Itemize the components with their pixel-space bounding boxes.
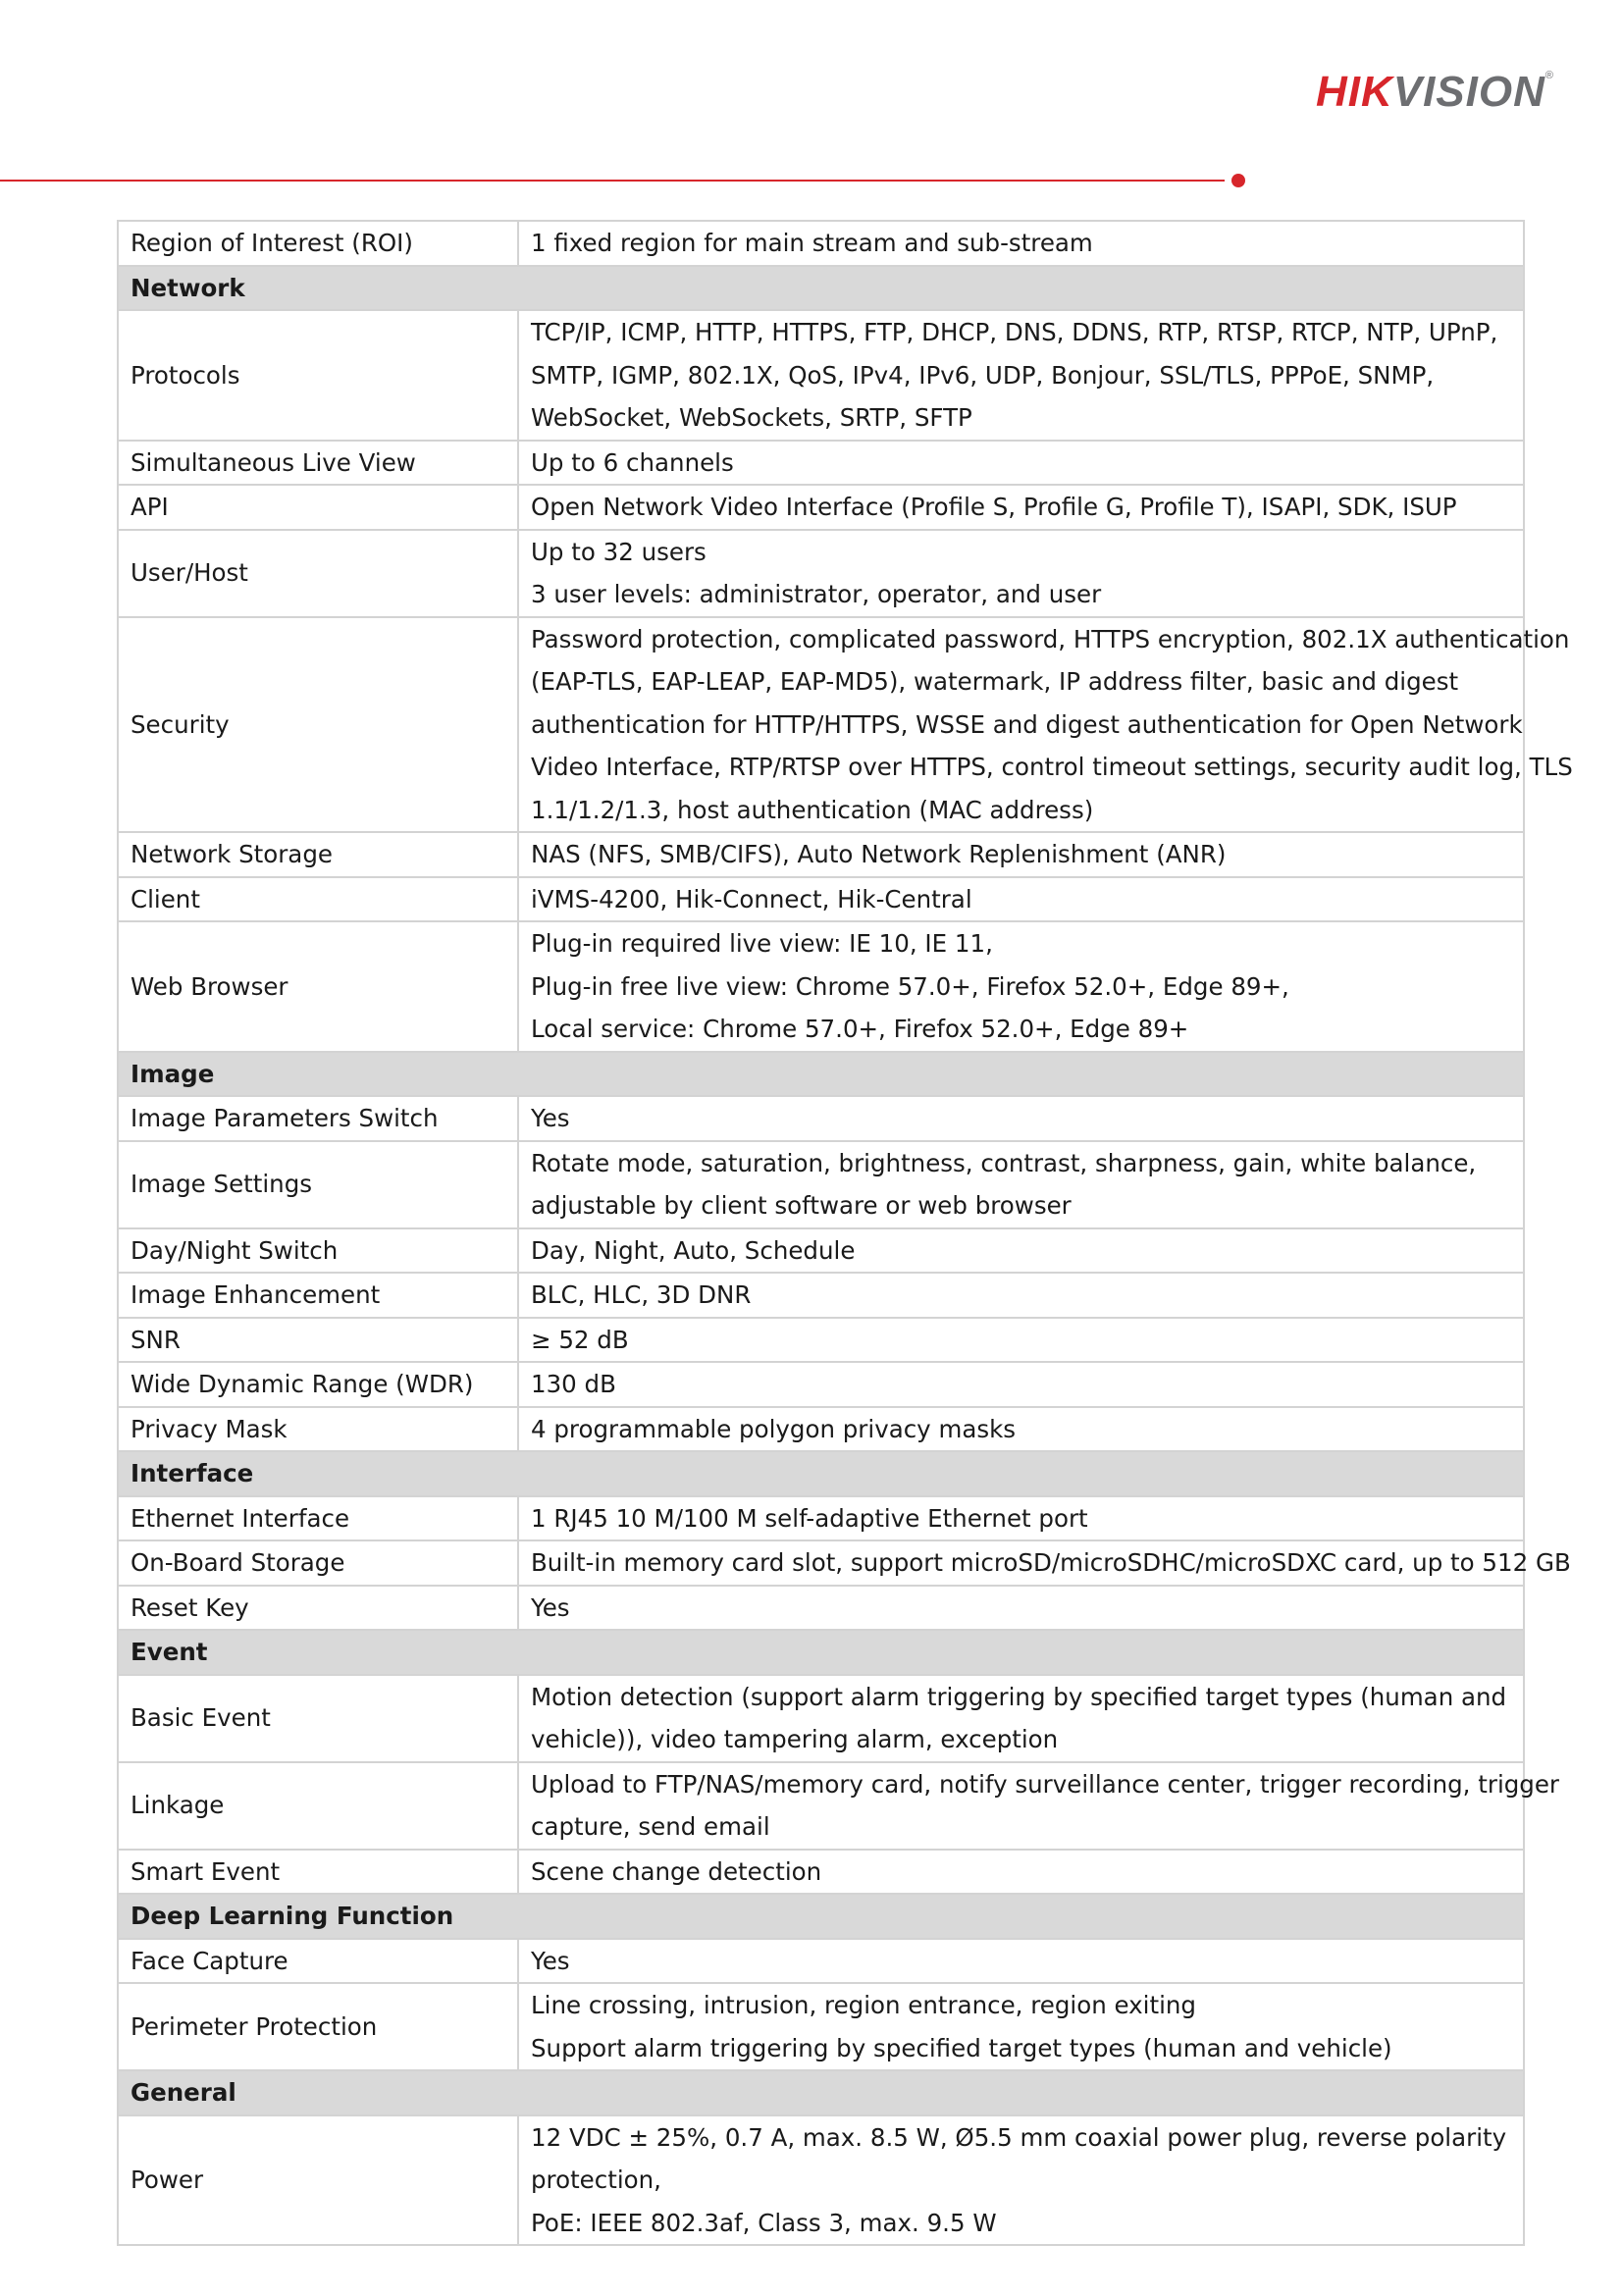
spec-row (118, 221, 1524, 266)
spec-row (118, 617, 1524, 833)
spec-value-line: Rotate mode, saturation, brightness, contrast, sharpness, gain, white balance, (531, 1148, 1477, 1177)
spec-value-line: 1 fixed region for main stream and sub-stream (531, 229, 1093, 257)
spec-row (118, 1496, 1524, 1541)
spec-label: Web Browser (118, 921, 518, 1052)
spec-section-heading: Event (118, 1630, 1524, 1675)
spec-row (118, 921, 1524, 1052)
spec-value-line: Built-in memory card slot, support microSD/microSDHC/microSDXC card, up to 512 GB (531, 1548, 1571, 1577)
spec-value (518, 441, 1524, 486)
spec-row (118, 1762, 1524, 1850)
spec-label: Day/Night Switch (118, 1228, 518, 1274)
spec-value-line: Up to 6 channels (531, 447, 734, 477)
spec-label: On-Board Storage (118, 1540, 518, 1586)
spec-table (117, 220, 1573, 2246)
spec-value-line: protection, (531, 2166, 661, 2194)
logo-text-vision: VISION (1392, 68, 1545, 116)
spec-value (518, 1096, 1524, 1141)
spec-row (118, 1362, 1524, 1407)
spec-row (118, 1228, 1524, 1274)
spec-value (518, 1362, 1524, 1407)
spec-value-line: 3 user levels: administrator, operator, and user (531, 580, 1102, 608)
spec-value (518, 1496, 1524, 1541)
spec-label: Linkage (118, 1762, 518, 1850)
spec-value (518, 832, 1524, 877)
spec-row (118, 2115, 1524, 2246)
spec-label: Smart Event (118, 1850, 518, 1895)
spec-row (118, 310, 1524, 441)
spec-section-heading: Network (118, 266, 1524, 311)
spec-section-row (118, 1630, 1524, 1675)
spec-value-line: 12 VDC ± 25%, 0.7 A, max. 8.5 W, Ø5.5 mm coaxial power plug, reverse polarity (531, 2122, 1507, 2152)
spec-value-line: BLC, HLC, 3D DNR (531, 1280, 752, 1309)
spec-row (118, 530, 1524, 617)
spec-section-heading: Image (118, 1052, 1524, 1097)
spec-row (118, 1540, 1524, 1586)
spec-value-line: Yes (531, 1946, 570, 1975)
spec-section-row (118, 1451, 1524, 1496)
spec-value-line: Password protection, complicated password, HTTPS encryption, 802.1X authentication (531, 624, 1570, 653)
logo-text-hik: HIK (1315, 68, 1393, 116)
spec-value-line: (EAP-TLS, EAP-LEAP, EAP-MD5), watermark, IP address filter, basic and digest (531, 667, 1459, 696)
spec-value-line: Line crossing, intrusion, region entrance, region exiting (531, 1991, 1196, 2019)
spec-value-line: authentication for HTTP/HTTPS, WSSE and digest authentication for Open Network (531, 709, 1523, 739)
spec-label: Face Capture (118, 1939, 518, 1984)
spec-value (518, 221, 1524, 266)
spec-value (518, 2115, 1524, 2246)
spec-value (518, 617, 1573, 833)
spec-value-line: Upload to FTP/NAS/memory card, notify surveillance center, trigger recording, trigger (531, 1769, 1559, 1799)
spec-label: Protocols (118, 310, 518, 441)
spec-label: Wide Dynamic Range (WDR) (118, 1362, 518, 1407)
spec-label: Simultaneous Live View (118, 441, 518, 486)
spec-value (518, 1675, 1524, 1762)
spec-value-line: vehicle)), video tampering alarm, exception (531, 1725, 1059, 1753)
brand-logo (1315, 68, 1554, 116)
spec-value-line: 1 RJ45 10 M/100 M self-adaptive Ethernet port (531, 1503, 1088, 1533)
spec-value (518, 1273, 1524, 1318)
spec-value-line: iVMS-4200, Hik-Connect, Hik-Central (531, 884, 972, 913)
spec-section-row (118, 1052, 1524, 1097)
spec-label: Privacy Mask (118, 1407, 518, 1452)
header-divider-dot (1231, 174, 1245, 187)
spec-value-line: Yes (531, 1592, 570, 1622)
spec-row (118, 1273, 1524, 1318)
spec-label: Ethernet Interface (118, 1496, 518, 1541)
spec-row (118, 1983, 1524, 2070)
spec-value (518, 310, 1524, 441)
spec-label: Security (118, 617, 518, 833)
spec-label: Image Settings (118, 1141, 518, 1228)
spec-section-row (118, 1894, 1524, 1939)
spec-value (518, 1540, 1571, 1586)
spec-row (118, 441, 1524, 486)
logo-registered-mark: ® (1544, 70, 1554, 81)
spec-row (118, 832, 1524, 877)
spec-value-line: Local service: Chrome 57.0+, Firefox 52.0+, Edge 89+ (531, 1015, 1189, 1043)
spec-value-line: 4 programmable polygon privacy masks (531, 1414, 1017, 1443)
spec-row (118, 877, 1524, 922)
spec-value (518, 921, 1524, 1052)
spec-row (118, 1318, 1524, 1363)
spec-value-line: 130 dB (531, 1370, 616, 1398)
header-divider-line (0, 180, 1225, 182)
spec-label: Client (118, 877, 518, 922)
spec-row (118, 1586, 1524, 1631)
spec-value-line: Up to 32 users (531, 537, 707, 566)
spec-value-line: Scene change detection (531, 1856, 822, 1886)
spec-value (518, 485, 1524, 530)
spec-value (518, 1318, 1524, 1363)
spec-section-row (118, 2070, 1524, 2115)
spec-value (518, 1762, 1559, 1850)
spec-row (118, 1407, 1524, 1452)
spec-value-line: Motion detection (support alarm triggering by specified target types (human and (531, 1682, 1507, 1711)
spec-value-line: SMTP, IGMP, 802.1X, QoS, IPv4, IPv6, UDP, Bonjour, SSL/TLS, PPPoE, SNMP, (531, 360, 1435, 390)
spec-row (118, 1939, 1524, 1984)
spec-section-heading: Interface (118, 1451, 1524, 1496)
spec-value-line: Open Network Video Interface (Profile S, Profile G, Profile T), ISAPI, SDK, ISUP (531, 493, 1457, 521)
spec-label: Reset Key (118, 1586, 518, 1631)
spec-value-line: Plug-in required live view: IE 10, IE 11, (531, 929, 993, 958)
spec-row (118, 485, 1524, 530)
spec-value-line: ≥ 52 dB (531, 1325, 629, 1354)
spec-value (518, 1983, 1524, 2070)
spec-value-line: NAS (NFS, SMB/CIFS), Auto Network Replenishment (ANR) (531, 840, 1227, 868)
spec-value (518, 1141, 1524, 1228)
spec-label: Power (118, 2115, 518, 2246)
spec-label: SNR (118, 1318, 518, 1363)
spec-value (518, 530, 1524, 617)
spec-value-line: WebSocket, WebSockets, SRTP, SFTP (531, 403, 972, 432)
spec-value-line: Plug-in free live view: Chrome 57.0+, Firefox 52.0+, Edge 89+, (531, 971, 1289, 1001)
spec-value-line: Video Interface, RTP/RTSP over HTTPS, control timeout settings, security audit log, TLS (531, 753, 1573, 781)
spec-value-line: adjustable by client software or web browser (531, 1191, 1072, 1220)
spec-section-row (118, 266, 1524, 311)
spec-label: API (118, 485, 518, 530)
spec-row (118, 1096, 1524, 1141)
spec-label: User/Host (118, 530, 518, 617)
spec-section-heading: General (118, 2070, 1524, 2115)
spec-label: Region of Interest (ROI) (118, 221, 518, 266)
spec-value-line: Day, Night, Auto, Schedule (531, 1235, 856, 1265)
spec-label: Image Parameters Switch (118, 1096, 518, 1141)
spec-label: Perimeter Protection (118, 1983, 518, 2070)
spec-label: Image Enhancement (118, 1273, 518, 1318)
spec-value (518, 877, 1524, 922)
spec-label: Basic Event (118, 1675, 518, 1762)
spec-value-line: Support alarm triggering by specified target types (human and vehicle) (531, 2033, 1392, 2062)
spec-table-body (118, 221, 1573, 2245)
spec-value (518, 1228, 1524, 1274)
spec-value-line: 1.1/1.2/1.3, host authentication (MAC address) (531, 795, 1094, 824)
spec-value (518, 1586, 1524, 1631)
spec-value-line: TCP/IP, ICMP, HTTP, HTTPS, FTP, DHCP, DNS, DDNS, RTP, RTSP, RTCP, NTP, UPnP, (531, 318, 1498, 346)
spec-value-line: PoE: IEEE 802.3af, Class 3, max. 9.5 W (531, 2208, 997, 2237)
spec-section-heading: Deep Learning Function (118, 1894, 1524, 1939)
spec-row (118, 1850, 1524, 1895)
spec-value (518, 1939, 1524, 1984)
spec-row (118, 1675, 1524, 1762)
spec-value-line: capture, send email (531, 1812, 770, 1841)
spec-row (118, 1141, 1524, 1228)
spec-value (518, 1850, 1524, 1895)
spec-value-line: Yes (531, 1104, 570, 1132)
spec-value (518, 1407, 1524, 1452)
spec-label: Network Storage (118, 832, 518, 877)
